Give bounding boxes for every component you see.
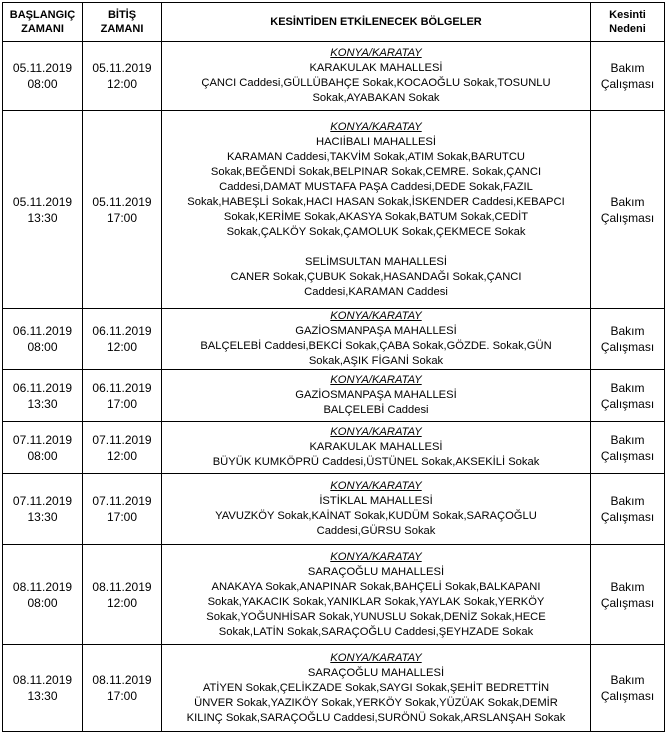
- end-time: 17:00: [106, 689, 138, 703]
- reason-line: Çalışması: [600, 210, 655, 225]
- street-list-line: Sokak,YOĞUNHİSAR Sokak,YUNUSLU Sokak,DENİZ Sokak,HECE: [206, 610, 546, 623]
- neighborhood-name: SARAÇOĞLU MAHALLESİ: [307, 565, 445, 578]
- street-list-line: BALÇELEBİ Caddesi,BEKCİ Sokak,ÇABA Sokak,GÖZDE. Sokak,GÜN: [200, 340, 552, 352]
- start-time-cell: [3, 370, 83, 422]
- start-time: 13:30: [27, 510, 58, 524]
- end-time: 12:00: [106, 340, 138, 354]
- end-time: 17:00: [106, 396, 138, 411]
- reason-line: Bakım: [610, 380, 645, 395]
- reason-cell: [591, 422, 665, 474]
- region-name: KONYA/KARATAY: [330, 120, 422, 133]
- start-time-cell: [3, 111, 83, 309]
- end-time-cell: [83, 42, 162, 111]
- table-body: [3, 42, 665, 732]
- region-name: KONYA/KARATAY: [330, 426, 422, 438]
- end-time-cell: [83, 370, 162, 422]
- start-time-cell: [3, 42, 83, 111]
- street-list-line: CANER Sokak,ÇUBUK Sokak,HASANDAĞI Sokak,ÇANCI: [230, 270, 522, 283]
- reason-line: Çalışması: [600, 448, 655, 463]
- end-time: 17:00: [106, 210, 138, 225]
- affected-areas-cell: [162, 111, 591, 309]
- street-list-line: KILINÇ Sokak,SARAÇOĞLU Caddesi,SURÖNÜ Sokak,ARSLANŞAH Sokak: [186, 711, 566, 724]
- start-time: 08:00: [27, 448, 58, 463]
- reason-line: Çalışması: [600, 595, 655, 610]
- end-time-cell: [83, 309, 162, 370]
- start-time-cell: [3, 422, 83, 474]
- street-list-line: BÜYÜK KUMKÖPRÜ Caddesi,ÜSTÜNEL Sokak,AKSEKİLİ Sokak: [212, 456, 540, 468]
- start-date: 05.11.2019: [12, 194, 73, 209]
- table-row: [3, 309, 665, 370]
- end-date: 06.11.2019: [92, 380, 152, 395]
- reason-cell: [591, 111, 665, 309]
- table-row: [3, 474, 665, 545]
- region-name: KONYA/KARATAY: [330, 480, 422, 492]
- start-date: 08.11.2019: [12, 673, 73, 687]
- reason-line: Bakım: [610, 579, 645, 594]
- start-date: 06.11.2019: [12, 324, 73, 338]
- neighborhood-name: İSTİKLAL MAHALLESİ: [319, 495, 433, 507]
- reason-cell: [591, 42, 665, 111]
- street-list-line: ÇANCI Caddesi,GÜLLÜBAHÇE Sokak,KOCAOĞLU Sokak,TOSUNLU: [201, 77, 551, 89]
- start-time-cell: [3, 645, 83, 732]
- affected-areas-cell: [162, 42, 591, 111]
- reason-header: Kesinti Nedeni: [591, 3, 665, 42]
- start-time: 13:30: [27, 210, 58, 225]
- end-date: 05.11.2019: [92, 194, 152, 209]
- start-date: 07.11.2019: [12, 432, 73, 447]
- street-list-line: Sokak,HABEŞLİ Sokak,HACI HASAN Sokak,İSKENDER Caddesi,KEBAPCI: [187, 195, 565, 208]
- end-time-cell: [83, 474, 162, 545]
- street-list-line: ANAKAYA Sokak,ANAPINAR Sokak,BAHÇELİ Sokak,BALKAPANI: [211, 580, 541, 593]
- reason-line: Bakım: [610, 494, 645, 508]
- end-time-cell: [83, 422, 162, 474]
- end-time: 17:00: [106, 510, 138, 524]
- end-date: 05.11.2019: [92, 61, 152, 75]
- region-name: KONYA/KARATAY: [330, 374, 422, 386]
- table-row: [3, 42, 665, 111]
- reason-cell: [591, 370, 665, 422]
- reason-cell: [591, 645, 665, 732]
- end-time-cell: [83, 545, 162, 645]
- affected-areas-cell: [162, 545, 591, 645]
- group-spacer: [164, 240, 588, 255]
- start-date: 05.11.2019: [12, 61, 73, 75]
- start-time-cell: [3, 309, 83, 370]
- affected-areas-cell: [162, 474, 591, 545]
- end-date: 06.11.2019: [92, 324, 152, 338]
- region-name: KONYA/KARATAY: [330, 550, 422, 563]
- start-date: 07.11.2019: [12, 494, 73, 508]
- neighborhood-name: GAZİOSMANPAŞA MAHALLESİ: [295, 325, 457, 337]
- reason-line: Bakım: [610, 432, 645, 447]
- start-time: 08:00: [27, 340, 58, 354]
- table-row: [3, 111, 665, 309]
- header-row: [3, 3, 665, 42]
- start-time: 08:00: [27, 595, 58, 610]
- neighborhood-name: KARAKULAK MAHALLESİ: [309, 62, 443, 74]
- region-name: KONYA/KARATAY: [330, 310, 422, 322]
- start-time-cell: [3, 545, 83, 645]
- street-list-line: Sokak,BEĞENDİ Sokak,BELPINAR Sokak,CEMRE. Sokak,ÇANCI: [210, 165, 542, 178]
- street-list-line: Caddesi,DAMAT MUSTAFA PAŞA Caddesi,DEDE Sokak,FAZIL: [219, 180, 533, 193]
- end-date: 07.11.2019: [92, 432, 152, 447]
- affected-areas-cell: [162, 309, 591, 370]
- start-time: 08:00: [27, 77, 58, 91]
- region-name: KONYA/KARATAY: [330, 651, 422, 664]
- reason-line: Bakım: [610, 194, 645, 209]
- affected-areas-cell: [162, 645, 591, 732]
- table-row: [3, 370, 665, 422]
- street-list-line: Sokak,AYABAKAN Sokak: [312, 92, 440, 104]
- reason-line: Çalışması: [600, 510, 655, 524]
- start-time: 13:30: [27, 396, 58, 411]
- street-list-line: Sokak,YAKACIK Sokak,YANIKLAR Sokak,YAYLAK Sokak,YERKÖY: [207, 595, 545, 608]
- affected-areas-header: KESİNTİDEN ETKİLENECEK BÖLGELER: [162, 3, 591, 42]
- end-time-cell: [83, 645, 162, 732]
- affected-areas-cell: [162, 422, 591, 474]
- end-time: 12:00: [106, 448, 138, 463]
- end-time-header: BİTİŞ ZAMANI: [83, 3, 162, 42]
- street-list-line: Caddesi,KARAMAN Caddesi: [304, 285, 448, 298]
- neighborhood-name: SELİMSULTAN MAHALLESİ: [305, 255, 447, 268]
- street-list-line: YAVUZKÖY Sokak,KAİNAT Sokak,KUDÜM Sokak,SARAÇOĞLU: [215, 510, 537, 522]
- reason-cell: [591, 545, 665, 645]
- street-list-line: Sokak,KERİME Sokak,AKASYA Sokak,BATUM Sokak,CEDİT: [223, 210, 529, 223]
- end-date: 08.11.2019: [92, 673, 152, 687]
- end-date: 08.11.2019: [92, 579, 152, 594]
- street-list-line: KARAMAN Caddesi,TAKVİM Sokak,ATIM Sokak,BARUTCU: [227, 150, 525, 163]
- end-date: 07.11.2019: [92, 494, 152, 508]
- start-date: 08.11.2019: [12, 579, 73, 594]
- start-time-cell: [3, 474, 83, 545]
- outage-table: [2, 2, 665, 732]
- region-name: KONYA/KARATAY: [330, 47, 422, 59]
- street-list-line: Caddesi,GÜRSU Sokak: [316, 525, 436, 537]
- affected-areas-cell: [162, 370, 591, 422]
- table-row: [3, 545, 665, 645]
- reason-line: Çalışması: [600, 340, 655, 354]
- start-time: 13:30: [27, 689, 58, 703]
- street-list-line: Sokak,LATİN Sokak,SARAÇOĞLU Caddesi,ŞEYHZADE Sokak: [218, 625, 534, 638]
- reason-line: Çalışması: [600, 396, 655, 411]
- street-list-line: Sokak,AŞIK FİGANİ Sokak: [308, 355, 444, 367]
- street-list-line: ÜNVER Sokak,YAZIKÖY Sokak,YERKÖY Sokak,YÜZÜAK Sokak,DEMİR: [194, 696, 558, 709]
- start-date: 06.11.2019: [12, 380, 73, 395]
- street-list-line: ATİYEN Sokak,ÇELİKZADE Sokak,SAYGI Sokak,ŞEHİT BEDRETTİN: [202, 681, 550, 694]
- end-time: 12:00: [106, 77, 138, 91]
- table-row: [3, 422, 665, 474]
- reason-cell: [591, 474, 665, 545]
- end-time-cell: [83, 111, 162, 309]
- reason-line: Bakım: [610, 673, 645, 687]
- reason-cell: [591, 309, 665, 370]
- reason-line: Çalışması: [600, 77, 655, 91]
- street-list-line: BALÇELEBİ Caddesi: [323, 404, 429, 416]
- reason-line: Çalışması: [600, 689, 655, 703]
- street-list-line: Sokak,ÇALKÖY Sokak,ÇAMOLUK Sokak,ÇEKMECE Sokak: [226, 225, 526, 238]
- table-row: [3, 645, 665, 732]
- end-time: 12:00: [106, 595, 138, 610]
- neighborhood-name: KARAKULAK MAHALLESİ: [309, 441, 443, 453]
- neighborhood-name: SARAÇOĞLU MAHALLESİ: [307, 666, 445, 679]
- reason-line: Bakım: [610, 61, 645, 75]
- neighborhood-name: HACIİBALI MAHALLESİ: [316, 135, 436, 148]
- start-time-header: BAŞLANGIÇ ZAMANI: [3, 3, 83, 42]
- reason-line: Bakım: [610, 324, 645, 338]
- neighborhood-name: GAZİOSMANPAŞA MAHALLESİ: [295, 389, 457, 401]
